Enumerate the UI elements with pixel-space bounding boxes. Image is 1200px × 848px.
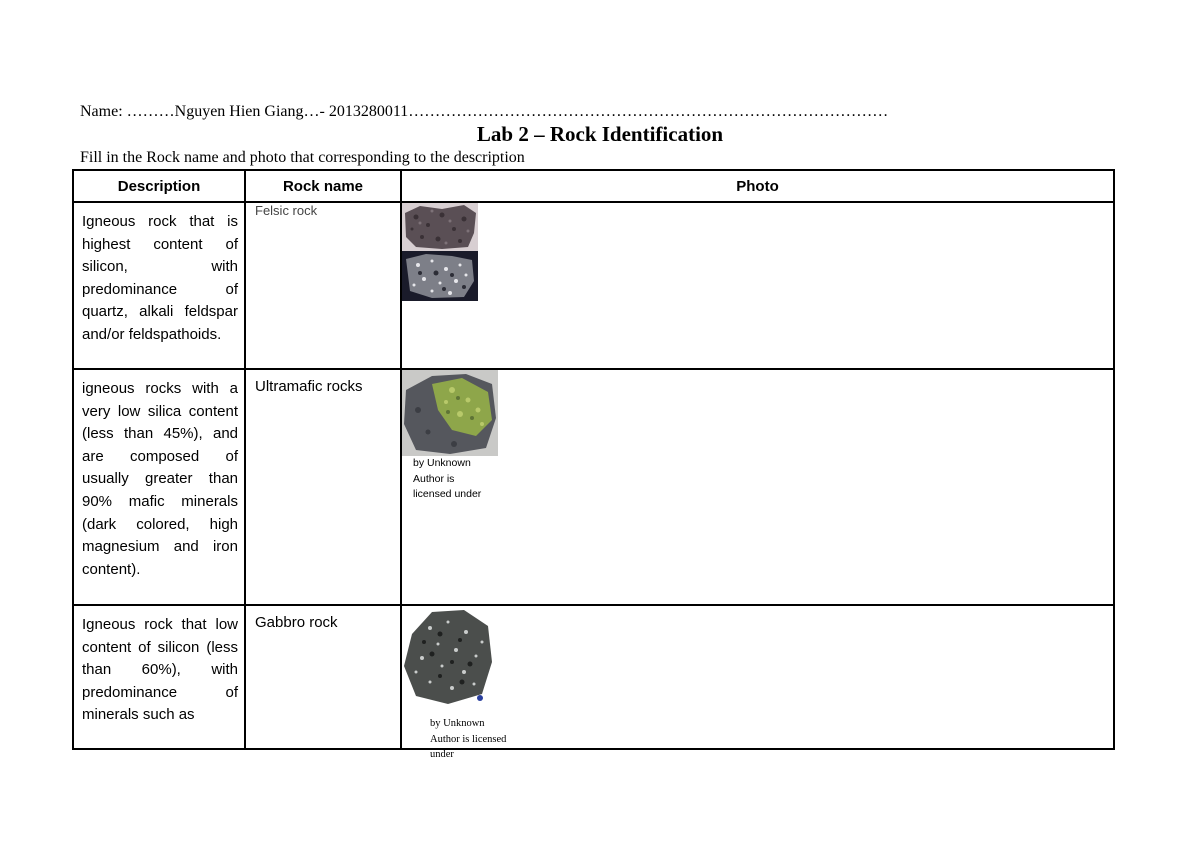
column-header-rock-name: Rock name bbox=[245, 170, 401, 202]
rock-name-cell bbox=[245, 605, 401, 749]
description-text[interactable]: Igneous rock that low content of silicon (less than 60%), with predominance of minerals such as bbox=[82, 616, 238, 724]
felsic-rock-photo-2[interactable] bbox=[402, 251, 478, 301]
description-cell bbox=[73, 605, 245, 749]
rock-name-text[interactable]: Felsic rock bbox=[255, 203, 318, 218]
photo-attribution-caption: by Unknown Author is licensed under bbox=[413, 457, 482, 501]
photo-cell bbox=[401, 202, 1114, 369]
table-header-row bbox=[73, 170, 1114, 202]
table-row bbox=[73, 605, 1114, 749]
lab-instruction: Fill in the Rock name and photo that corresponding to the description bbox=[80, 149, 525, 166]
table-row bbox=[73, 202, 1114, 369]
felsic-rock-photo-1[interactable] bbox=[402, 203, 478, 251]
photo-cell bbox=[401, 369, 1114, 605]
column-header-description: Description bbox=[73, 170, 245, 202]
rock-name-cell bbox=[245, 202, 401, 369]
description-cell bbox=[73, 369, 245, 605]
gabbro-rock-photo[interactable] bbox=[402, 606, 494, 706]
column-header-photo: Photo bbox=[401, 170, 1114, 202]
lab-title: Lab 2 – Rock Identification bbox=[476, 122, 724, 146]
description-cell bbox=[73, 202, 245, 369]
ultramafic-rock-photo[interactable] bbox=[402, 370, 498, 456]
rock-name-text[interactable]: Gabbro rock bbox=[255, 614, 338, 631]
student-name-line: Name: ………Nguyen Hien Giang…- 2013280011……………………………………………………………………………… bbox=[80, 103, 889, 120]
description-text[interactable]: igneous rocks with a very low silica content (less than 45%), and are composed of usually greater than 90% mafic minerals (dark colored, high magnesium and iron content). bbox=[82, 380, 238, 578]
table-row bbox=[73, 369, 1114, 605]
rock-identification-table bbox=[72, 169, 1115, 750]
rock-name-text[interactable]: Ultramafic rocks bbox=[255, 378, 363, 395]
description-text[interactable]: Igneous rock that is highest content of silicon, with predominance of quartz, alkali feldspar and/or feldspathoids. bbox=[82, 213, 238, 343]
rock-name-cell bbox=[245, 369, 401, 605]
photo-attribution-caption: by Unknown Author is licensed under bbox=[430, 718, 507, 761]
